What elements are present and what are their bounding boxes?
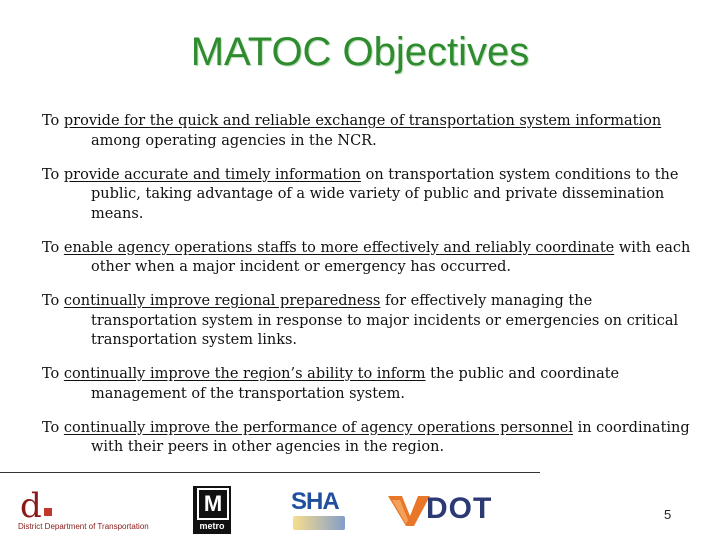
objectives-list	[42, 112, 692, 467]
metro-logo	[193, 486, 231, 534]
objective-item: To enable agency operations staffs to more effectively and reliably coordinate with each other when a major incident or emergency has occurred.	[42, 239, 691, 275]
metro-logo-letter: M	[197, 488, 229, 520]
slide-title: MATOC Objectives	[190, 30, 530, 74]
sha-logo-text: SHA	[291, 488, 339, 515]
metro-logo-text: metro	[199, 521, 225, 531]
sha-logo-banner-icon	[293, 516, 345, 530]
objective-item: To provide for the quick and reliable exchange of transportation system information among operating agencies in the NCR.	[42, 113, 662, 149]
ddot-logo-dot-icon	[44, 508, 52, 516]
objective-item: To continually improve regional preparedness for effectively managing the transportation system in response to major incidents or emergencies on critical transportation system links.	[42, 293, 679, 348]
vdot-v-chevron-icon	[388, 492, 430, 528]
ddot-logo-text: District Department of Transportation	[18, 522, 149, 531]
objective-item: To continually improve the region’s ability to inform the public and coordinate management of the transportation system.	[42, 366, 620, 402]
page-number: 5	[664, 507, 672, 522]
ddot-logo	[14, 486, 149, 534]
sha-logo	[289, 488, 349, 534]
objective-item: To continually improve the performance of agency operations personnel in coordinating with their peers in other agencies in the region.	[42, 419, 690, 455]
objective-item: To provide accurate and timely information on transportation system conditions to the public, taking advantage of a wide variety of public and private dissemination means.	[42, 166, 679, 222]
ddot-logo-letter: d	[20, 486, 42, 526]
vdot-logo-text: DOT	[426, 492, 493, 525]
vdot-logo	[388, 490, 528, 530]
